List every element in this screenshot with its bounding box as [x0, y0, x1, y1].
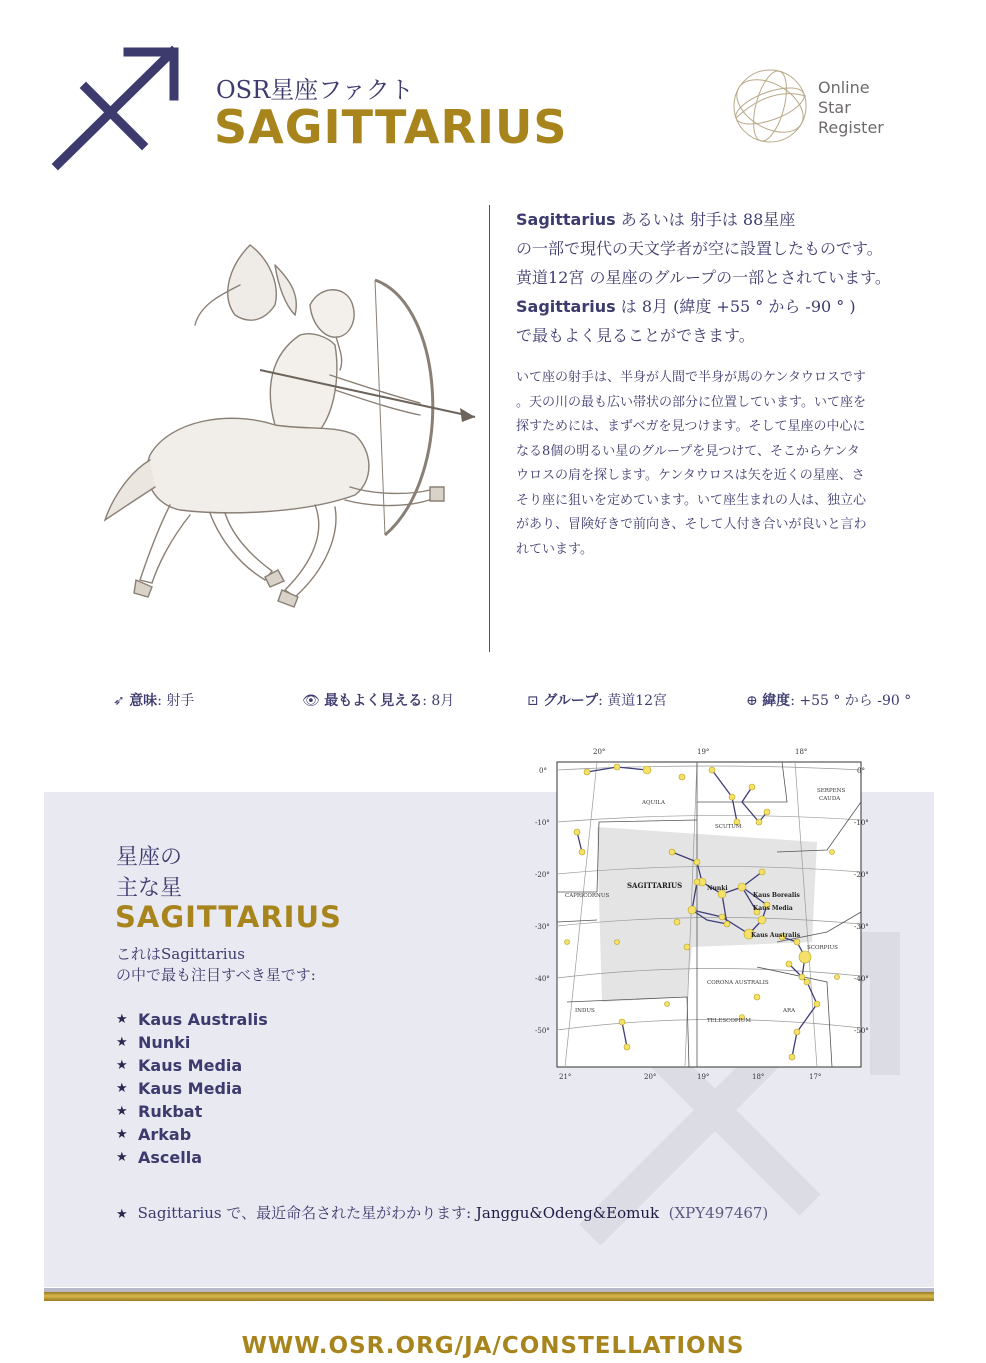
star-name: Kaus Media [138, 1056, 243, 1075]
star-icon: ★ [116, 1127, 128, 1142]
map-label: SCUTUM [715, 824, 742, 830]
map-tick-right: -50° [854, 1027, 869, 1035]
map-label: SERPENS [817, 788, 846, 794]
star-icon: ★ [116, 1081, 128, 1096]
map-tick-right: -40° [854, 975, 869, 983]
intro-name-2: Sagittarius [516, 297, 616, 316]
named-star-name: Janggu&Odeng&Eomuk [475, 1204, 660, 1222]
map-tick-left: 0° [539, 767, 547, 775]
map-tick-bottom: 18° [752, 1073, 765, 1081]
description-line: いて座の射手は、半身が人間で半身が馬のケンタウロスです [516, 370, 866, 385]
map-label: SCORPIUS [807, 945, 838, 951]
map-tick-left: -20° [535, 871, 550, 879]
star-name: Nunki [138, 1033, 191, 1052]
header-subtitle: OSR星座ファクト [216, 76, 414, 104]
header-title: SAGITTARIUS [214, 100, 568, 154]
intro-line-1-rest: あるいは 射手は 88星座 [615, 210, 796, 229]
map-tick-left: -50° [535, 1027, 550, 1035]
eye-icon: 👁 [302, 693, 320, 709]
meta-best-label: 最もよく見える [324, 693, 423, 709]
map-label: INDUS [575, 1008, 595, 1014]
description-line: なる8個の明るい星のグループを見つけて、そこからケンタ [516, 443, 860, 459]
star-icon: ★ [116, 1207, 128, 1222]
meta-group [527, 690, 667, 710]
list-item [116, 1054, 268, 1077]
map-label: TELESCOPIUM [707, 1018, 751, 1024]
map-tick-top: 20° [593, 748, 606, 756]
vertical-divider [489, 205, 490, 652]
map-tick-right: -10° [854, 819, 869, 827]
map-tick-bottom: 21° [559, 1073, 572, 1081]
map-tick-bottom: 19° [697, 1073, 710, 1081]
list-item [116, 1031, 268, 1054]
intro-line-5: で最もよく見ることができます。 [516, 326, 755, 345]
star-icon: ★ [116, 1150, 128, 1165]
main-stars-desc [116, 944, 316, 986]
star-icon: ★ [116, 1012, 128, 1027]
map-star-label: Kaus Australis [751, 932, 801, 939]
meta-meaning-value: : 射手 [157, 693, 195, 709]
meta-lat-value: : +55 ° から -90 ° [790, 693, 912, 709]
description-line: 。天の川の最も広い帯状の部分に位置しています。いて座を [516, 394, 866, 410]
intro-line-3: 黄道12宮 の星座のグループの一部とされています。 [516, 268, 891, 287]
star-name: Ascella [138, 1148, 203, 1167]
map-tick-left: -10° [535, 819, 550, 827]
centaur-illustration [100, 225, 490, 610]
meta-lat-label: 緯度 [762, 693, 791, 709]
list-item [116, 1008, 268, 1031]
main-stars-list [116, 1008, 268, 1169]
main-stars-heading-2: 主な星 [116, 876, 183, 901]
map-tick-bottom: 20° [644, 1073, 657, 1081]
map-label: CORONA AUSTRALIS [707, 980, 769, 986]
star-name: Kaus Australis [138, 1010, 268, 1029]
map-tick-right: -30° [854, 923, 869, 931]
list-item [116, 1146, 268, 1169]
star-icon: ★ [116, 1104, 128, 1119]
intro-text [516, 205, 956, 350]
meta-meaning-label: 意味 [129, 693, 158, 709]
main-stars-heading-1: 星座の [116, 845, 183, 870]
named-star-code: (XPY497467) [668, 1204, 769, 1222]
meta-meaning [113, 690, 194, 710]
map-tick-left: -40° [535, 975, 550, 983]
description-line: 探すためには、まずベガを見つけます。そして星座の中心に [516, 419, 866, 434]
star-icon: ★ [116, 1058, 128, 1073]
osr-logo [728, 66, 928, 146]
main-stars-title: SAGITTARIUS [115, 900, 342, 934]
list-item [116, 1123, 268, 1146]
map-label: ARA [783, 1008, 796, 1014]
globe-logo-icon [728, 66, 812, 146]
map-star-label: Nunki [707, 885, 728, 892]
logo-line-1: Online [818, 78, 870, 97]
map-label-sagittarius: SAGITTARIUS [627, 881, 683, 890]
description-text [516, 366, 956, 562]
main-stars-heading [116, 842, 182, 904]
map-label: CAPRICORNUS [565, 893, 610, 899]
intro-line-4-rest: は 8月 (緯度 +55 ° から -90 ° ) [615, 297, 856, 316]
intro-name-1: Sagittarius [516, 210, 616, 229]
description-line: があり、冒険好きで前向き、そして人付き合いが良いと言わ [516, 517, 867, 532]
star-name: Rukbat [138, 1102, 203, 1121]
main-stars-desc-1: これはSagittarius [116, 945, 245, 963]
meta-best-visible [302, 690, 454, 710]
map-tick-top: 19° [697, 748, 710, 756]
named-star-prefix: Sagittarius で、最近命名された星がわかります: [137, 1204, 476, 1222]
meta-group-label: グループ [543, 693, 599, 709]
description-line: ウロスの肩を探します。ケンタウロスは矢を近くの星座、さ [516, 468, 865, 483]
map-tick-bottom: 17° [809, 1073, 822, 1081]
map-label: CAUDA [819, 796, 841, 802]
intro-line-2: の一部で現代の天文学者が空に設置したものです。 [516, 239, 883, 258]
meta-best-value: : 8月 [422, 693, 455, 709]
map-tick-top: 18° [795, 748, 808, 756]
map-star-label: Kaus Borealis [753, 892, 800, 899]
footer-url[interactable]: WWW.OSR.ORG/JA/CONSTELLATIONS [241, 1333, 745, 1359]
globe-icon: ⊕ [746, 693, 758, 709]
wand-icon: ➶ [113, 693, 125, 709]
list-item [116, 1100, 268, 1123]
map-star-label: Kaus Media [753, 905, 793, 912]
footer-rule [44, 1288, 934, 1301]
star-name: Kaus Media [138, 1079, 243, 1098]
intro-line-1 [516, 205, 956, 234]
intro-line-4 [516, 292, 956, 321]
main-stars-desc-2: の中で最も注目すべき星です: [116, 966, 316, 984]
map-label: AQUILA [642, 800, 665, 806]
meta-latitude [746, 690, 911, 710]
lock-icon: ⊡ [527, 693, 539, 709]
sagittarius-symbol-icon [50, 44, 185, 172]
star-map [527, 742, 879, 1087]
list-item [116, 1077, 268, 1100]
description-line: れています。 [516, 541, 593, 557]
logo-line-2: Star [818, 98, 851, 117]
map-tick-right: -20° [854, 871, 869, 879]
map-tick-right: 0° [857, 767, 865, 775]
logo-line-3: Register [818, 118, 884, 137]
map-tick-left: -30° [535, 923, 550, 931]
named-star-line [116, 1202, 768, 1223]
description-line: そり座に狙いを定めています。いて座生まれの人は、独立心 [516, 492, 866, 508]
star-name: Arkab [138, 1125, 192, 1144]
meta-group-value: : 黄道12宮 [598, 693, 668, 709]
star-icon: ★ [116, 1035, 128, 1050]
